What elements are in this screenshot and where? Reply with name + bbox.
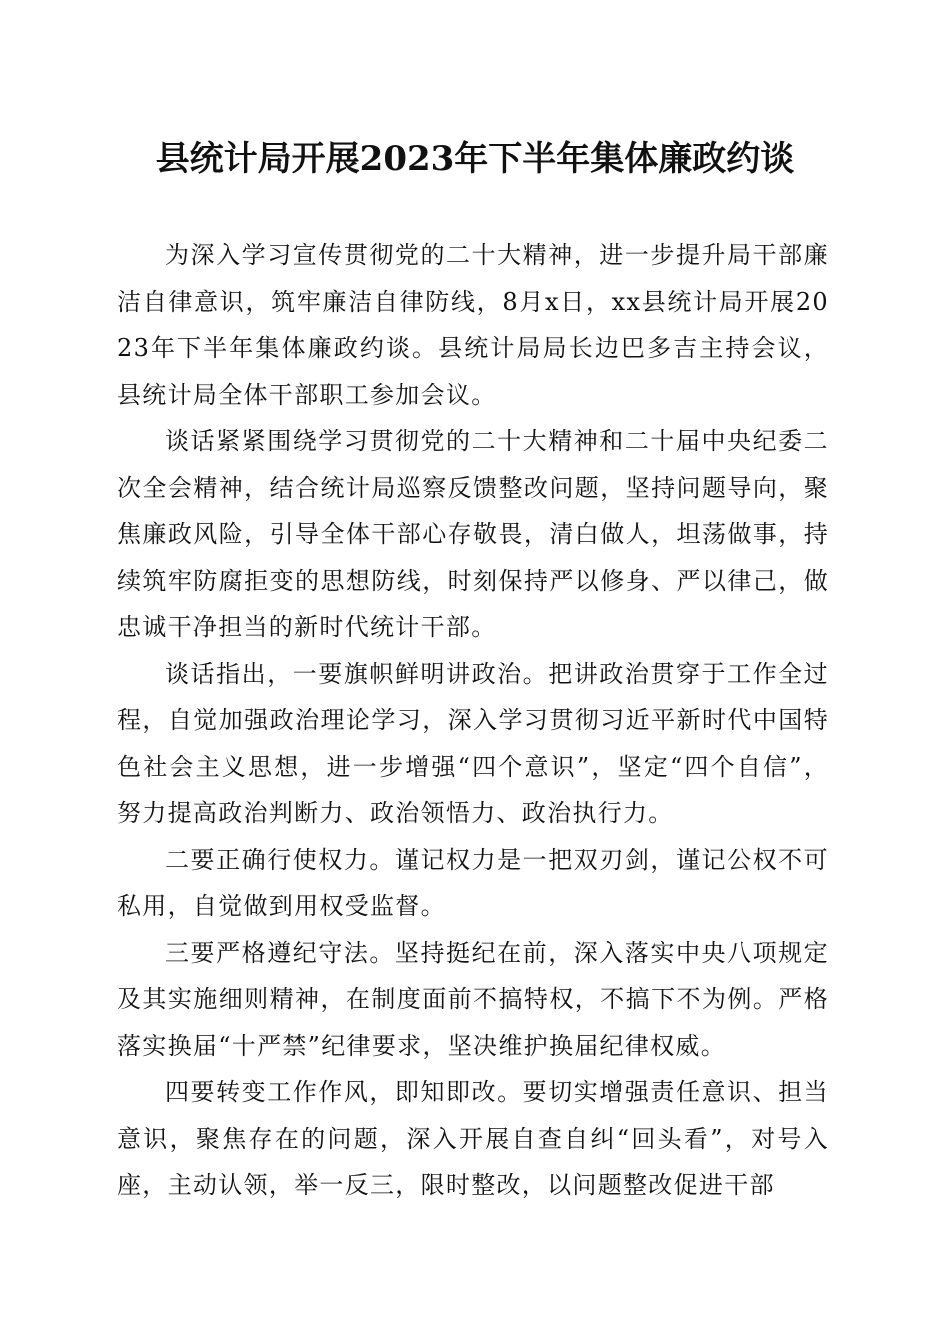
paragraph-point-discipline: 三要严格遵纪守法。坚持挺纪在前，深入落实中央八项规定及其实施细则精神，在制度面前不搞特权，不搞下不为例。严格落实换届“十严禁”纪律要求，坚决维护换届纪律权威。 [117, 938, 829, 1060]
paragraph-point-politics: 谈话指出，一要旗帜鲜明讲政治。把讲政治贯穿于工作全过程，自觉加强政治理论学习，深入学习贯彻习近平新时代中国特色社会主义思想，进一步增强“四个意识”，坚定“四个自信”，努力提高政治判断力、政治领悟力、政治执行力。 [117, 659, 829, 827]
paragraph-point-power: 二要正确行使权力。谨记权力是一把双刃剑，谨记公权不可私用，自觉做到用权受监督。 [117, 845, 829, 920]
document-body [117, 232, 829, 1209]
paragraph-point-work-style: 四要转变工作作风，即知即改。要切实增强责任意识、担当意识，聚焦存在的问题，深入开展自查自纠“回头看”，对号入座，主动认领，举一反三，限时整改，以问题整改促进干部 [117, 1078, 829, 1199]
document-title: 县统计局开展2023年下半年集体廉政约谈 [155, 139, 795, 179]
paragraph-intro: 为深入学习宣传贯彻党的二十大精神，进一步提升局干部廉洁自律意识，筑牢廉洁自律防线，8月x日，xx县统计局开展2023年下半年集体廉政约谈。县统计局局长边巴多吉主持会议，县统计局全体干部职工参加会议。 [117, 241, 829, 409]
paragraph-talk-focus: 谈话紧紧围绕学习贯彻党的二十大精神和二十届中央纪委二次全会精神，结合统计局巡察反馈整改问题，坚持问题导向，聚焦廉政风险，引导全体干部心存敬畏，清白做人，坦荡做事，持续筑牢防腐拒变的思想防线，时刻保持严以修身、严以律己，做忠诚干净担当的新时代统计干部。 [117, 427, 829, 641]
